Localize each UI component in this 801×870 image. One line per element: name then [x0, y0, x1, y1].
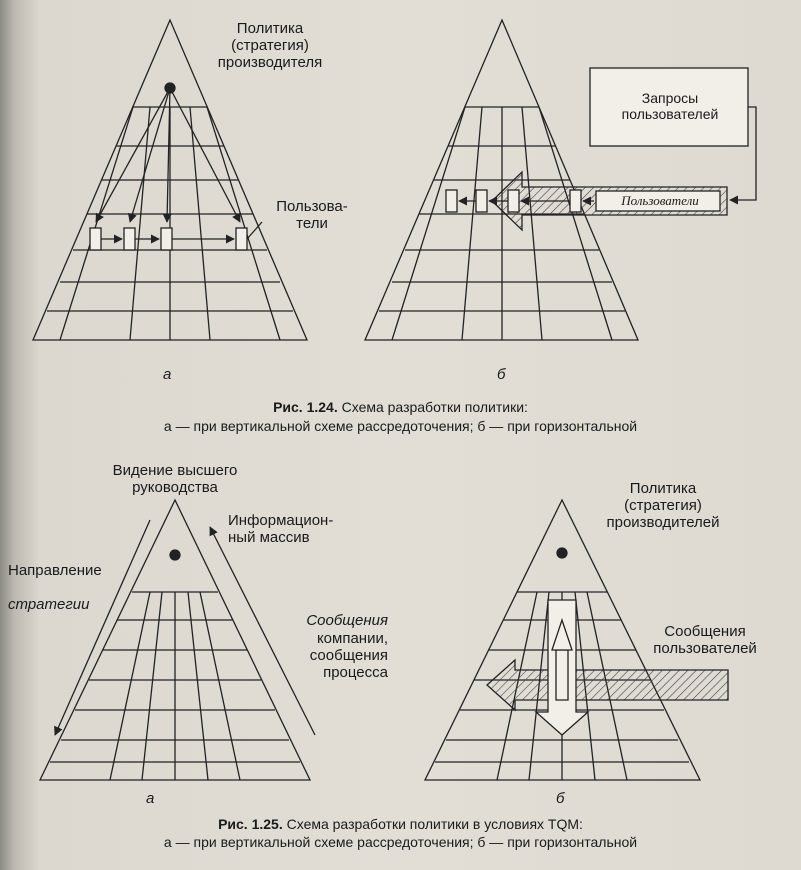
users-label-a: Пользова- тели	[276, 198, 348, 232]
caption-125-title: Схема разработки политики в условиях TQM:	[286, 816, 583, 832]
caption-125-detail: а — при вертикальной схеме рассредоточения; б — при горизонтальной	[163, 834, 638, 850]
caption-124-detail: а — при вертикальной схеме рассредоточения; б — при горизонтальной	[163, 418, 638, 434]
caption-125	[0, 816, 801, 833]
subfigure-label-125a: а	[146, 790, 155, 807]
producers-dot	[557, 548, 567, 558]
caption-124	[0, 399, 801, 416]
producers-policy-label: Политика (стратегия) производителей	[606, 480, 720, 531]
users-arrow-label: Пользователи	[621, 193, 699, 208]
information-array-label: Информацион- ный массив	[228, 512, 334, 546]
user-requests-label: Запросы пользователей	[621, 90, 719, 122]
subfigure-label-124b: б	[497, 366, 506, 383]
caption-124-number: Рис. 1.24.	[273, 399, 338, 415]
process-messages-label: компании, сообщения процесса	[309, 630, 388, 681]
caption-124-title: Схема разработки политики:	[341, 399, 528, 415]
user-messages-label: Сообщения пользователей	[653, 623, 757, 657]
vision-dot	[170, 550, 180, 560]
arrows-124a	[90, 83, 262, 250]
strategy-direction-line1: Направление	[8, 562, 102, 579]
strategy-direction-label	[8, 545, 118, 613]
caption-125-number: Рис. 1.25.	[218, 816, 283, 832]
top-management-vision-label: Видение высшего руководства	[112, 462, 238, 496]
strategy-direction-line2: стратегии	[8, 596, 90, 613]
subfigure-label-124a: а	[163, 366, 172, 383]
user-messages-arrow	[487, 660, 728, 710]
subfigure-label-125b: б	[556, 790, 565, 807]
company-messages-label: Сообщения	[306, 612, 388, 629]
producer-policy-label: Политика (стратегия) производителя	[217, 20, 323, 71]
